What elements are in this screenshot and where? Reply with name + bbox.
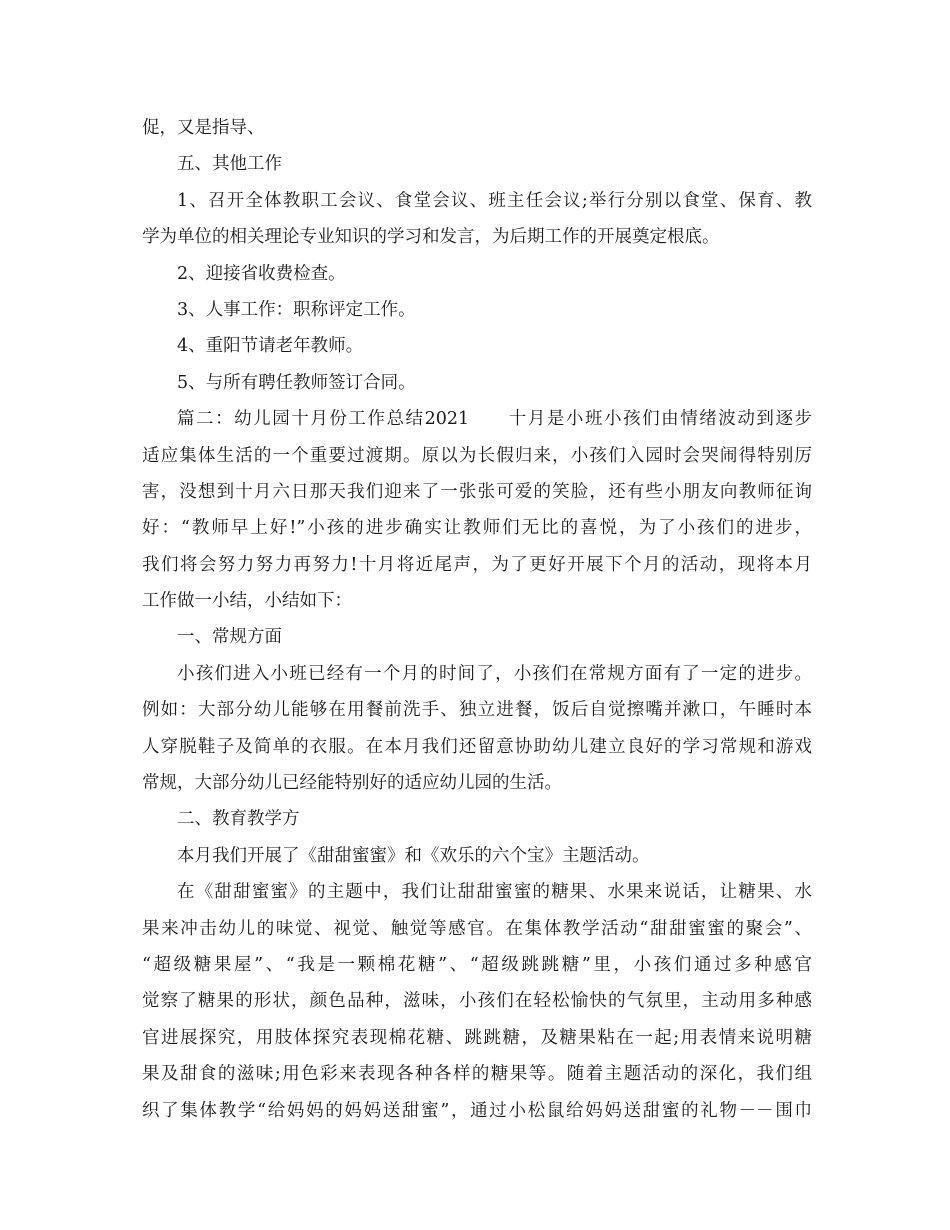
text-line: 2、迎接省收费检查。: [177, 263, 346, 284]
text-line: 3、人事工作：职称评定工作。: [177, 299, 416, 320]
text-line: 本月我们开展了《甜甜蜜蜜》和《欢乐的六个宝》主题活动。: [177, 845, 650, 866]
text-line: 促，又是指导、: [142, 118, 265, 138]
text-line: 1、召开全体教职工会议、食堂会议、班主任会议;举行分别以食堂、保育、教: [177, 190, 812, 211]
text-line: “超级糖果屋”、“我是一颗棉花糖”、“超级跳跳糖”里，小孩们通过多种感官: [142, 954, 812, 975]
text-line: 人穿脱鞋子及简单的衣服。在本月我们还留意协助幼儿建立良好的学习常规和游戏: [142, 736, 812, 757]
text-line: 觉察了糖果的形状，颜色品种，滋味，小孩们在轻松愉快的气氛里，主动用多种感: [142, 991, 812, 1012]
text-line: 5、与所有聘任教师签订合同。: [177, 372, 416, 393]
text-line: 一、常规方面: [177, 627, 282, 648]
text-line: 二、教育教学方: [177, 809, 300, 830]
document-page: [142, 110, 812, 1129]
text-line: 好：“教师早上好!”小孩的进步确实让教师们无比的喜悦，为了小孩们的进步，: [142, 518, 812, 539]
text-line: 果及甜食的滋味;用色彩来表现各种各样的糖果等。随着主题活动的深化，我们组: [142, 1064, 812, 1085]
document-body: [142, 110, 812, 1129]
text-line: 例如：大部分幼儿能够在用餐前洗手、独立进餐，饭后自觉擦嘴并漱口，午睡时本: [142, 700, 812, 721]
text-line: 五、其他工作: [177, 154, 282, 175]
text-line: 4、重阳节请老年教师。: [177, 336, 364, 357]
text-line: 在《甜甜蜜蜜》的主题中，我们让甜甜蜜蜜的糖果、水果来说话，让糖果、水: [177, 882, 812, 903]
text-line: 我们将会努力努力再努力!十月将近尾声，为了更好开展下个月的活动，现将本月: [142, 554, 812, 575]
text-line: 果来冲击幼儿的味觉、视觉、触觉等感官。在集体教学活动“甜甜蜜蜜的聚会”、: [142, 918, 812, 939]
text-line: 工作做一小结，小结如下：: [142, 591, 352, 612]
text-line: 篇二：幼儿园十月份工作总结2021 十月是小班小孩们由情绪波动到逐步: [177, 409, 812, 430]
text-line: 适应集体生活的一个重要过渡期。原以为长假归来，小孩们入园时会哭闹得特别厉: [142, 445, 812, 466]
text-line: 害，没想到十月六日那天我们迎来了一张张可爱的笑脸，还有些小朋友向教师征询: [142, 481, 812, 502]
text-line: 小孩们进入小班已经有一个月的时间了，小孩们在常规方面有了一定的进步。: [177, 663, 812, 684]
text-line: 织了集体教学“给妈妈的妈妈送甜蜜”，通过小松鼠给妈妈送甜蜜的礼物－－围巾: [142, 1100, 812, 1121]
text-line: 常规，大部分幼儿已经能特别好的适应幼儿园的生活。: [142, 773, 562, 794]
text-line: 官进展探究，用肢体探究表现棉花糖、跳跳糖，及糖果粘在一起;用表情来说明糖: [142, 1027, 812, 1048]
text-line: 学为单位的相关理论专业知识的学习和发言，为后期工作的开展奠定根底。: [142, 227, 720, 248]
